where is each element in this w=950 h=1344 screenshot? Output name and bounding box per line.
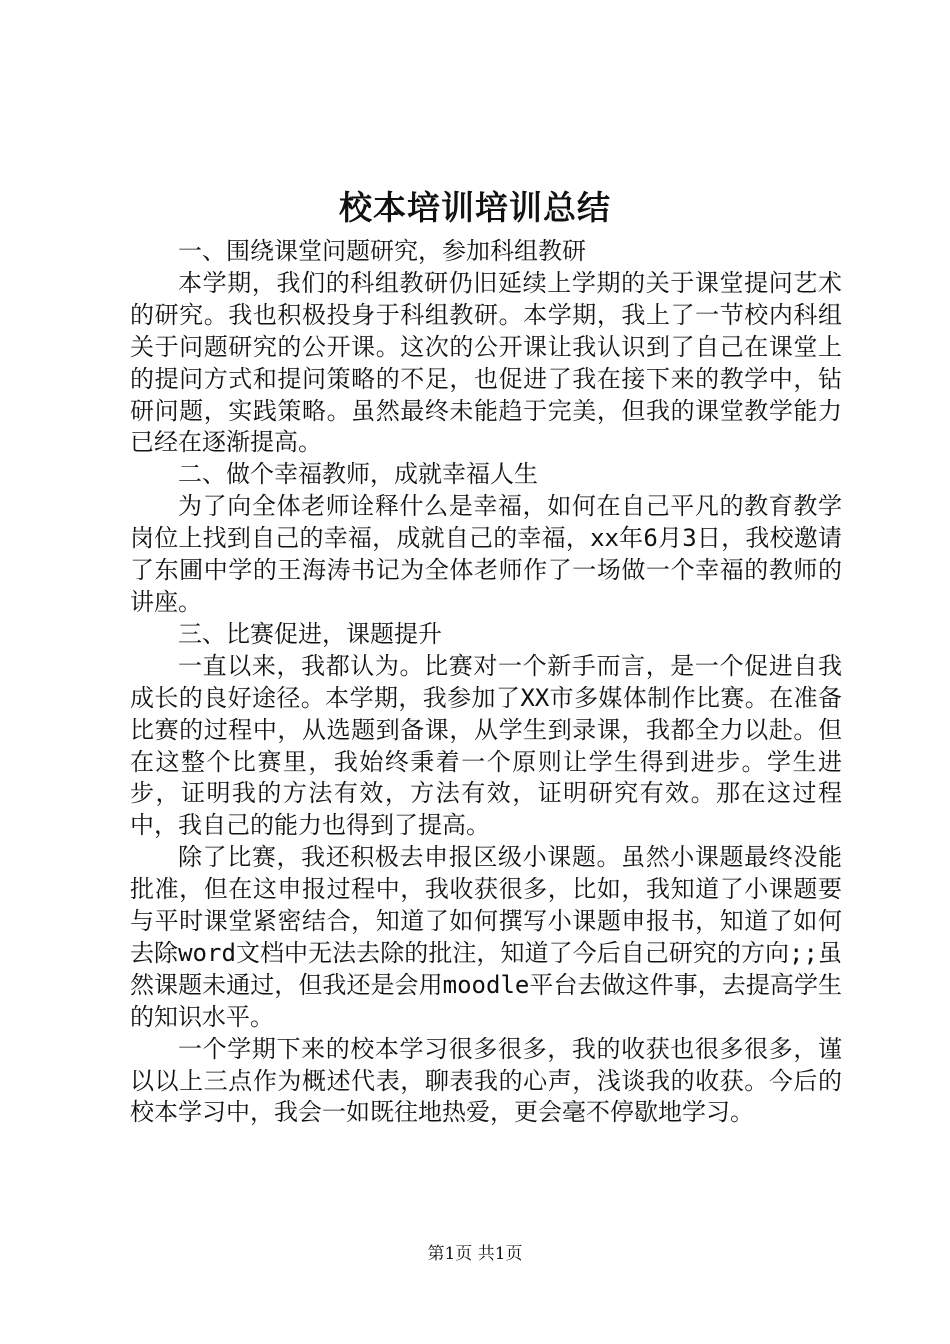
page-footer: 第1页 共1页 [427,1244,523,1264]
paragraph-1: 本学期，我们的科组教研仍旧延续上学期的关于课堂提问艺术的研究。我也积极投身于科组教研。本学期，我上了一节校内科组关于问题研究的公开课。这次的公开课让我认识到了自己在课堂上的提问方式和提问策略的不足，也促进了我在接下来的教学中，钻研问题，实践策略。虽然最终未能趋于完美，但我的课堂教学能力已经在逐渐提高。 [130,268,842,457]
paragraph-2: 为了向全体老师诠释什么是幸福，如何在自己平凡的教育教学岗位上找到自己的幸福，成就自己的幸福，xx年6月3日，我校邀请了东圃中学的王海涛书记为全体老师作了一场做一个幸福的教师的讲座。 [130,492,842,616]
document-body [130,236,842,1129]
paragraph-3: 一直以来，我都认为。比赛对一个新手而言，是一个促进自我成长的良好途径。本学期，我参加了XX市多媒体制作比赛。在准备比赛的过程中，从选题到备课，从学生到录课，我都全力以赴。但在这整个比赛里，我始终秉着一个原则让学生得到进步。学生进步，证明我的方法有效，方法有效，证明研究有效。那在这过程中，我自己的能力也得到了提高。 [130,651,842,840]
section-heading-3: 三、比赛促进，课题提升 [178,619,442,648]
paragraph-4: 除了比赛，我还积极去申报区级小课题。虽然小课题最终没能批准，但在这申报过程中，我收获很多，比如，我知道了小课题要与平时课堂紧密结合，知道了如何撰写小课题申报书，知道了如何去除word文档中无法去除的批注，知道了今后自己研究的方向;;虽然课题未通过，但我还是会用moodle平台去做这件事，去提高学生的知识水平。 [130,843,842,1031]
paragraph-5: 一个学期下来的校本学习很多很多，我的收获也很多很多，谨以以上三点作为概述代表，聊表我的心声，浅谈我的收获。今后的校本学习中，我会一如既往地热爱，更会毫不停歇地学习。 [130,1034,842,1127]
section-heading-2: 二、做个幸福教师，成就幸福人生 [178,460,538,489]
document-title: 校本培训培训总结 [339,188,611,227]
section-heading-1: 一、围绕课堂问题研究，参加科组教研 [178,237,586,265]
